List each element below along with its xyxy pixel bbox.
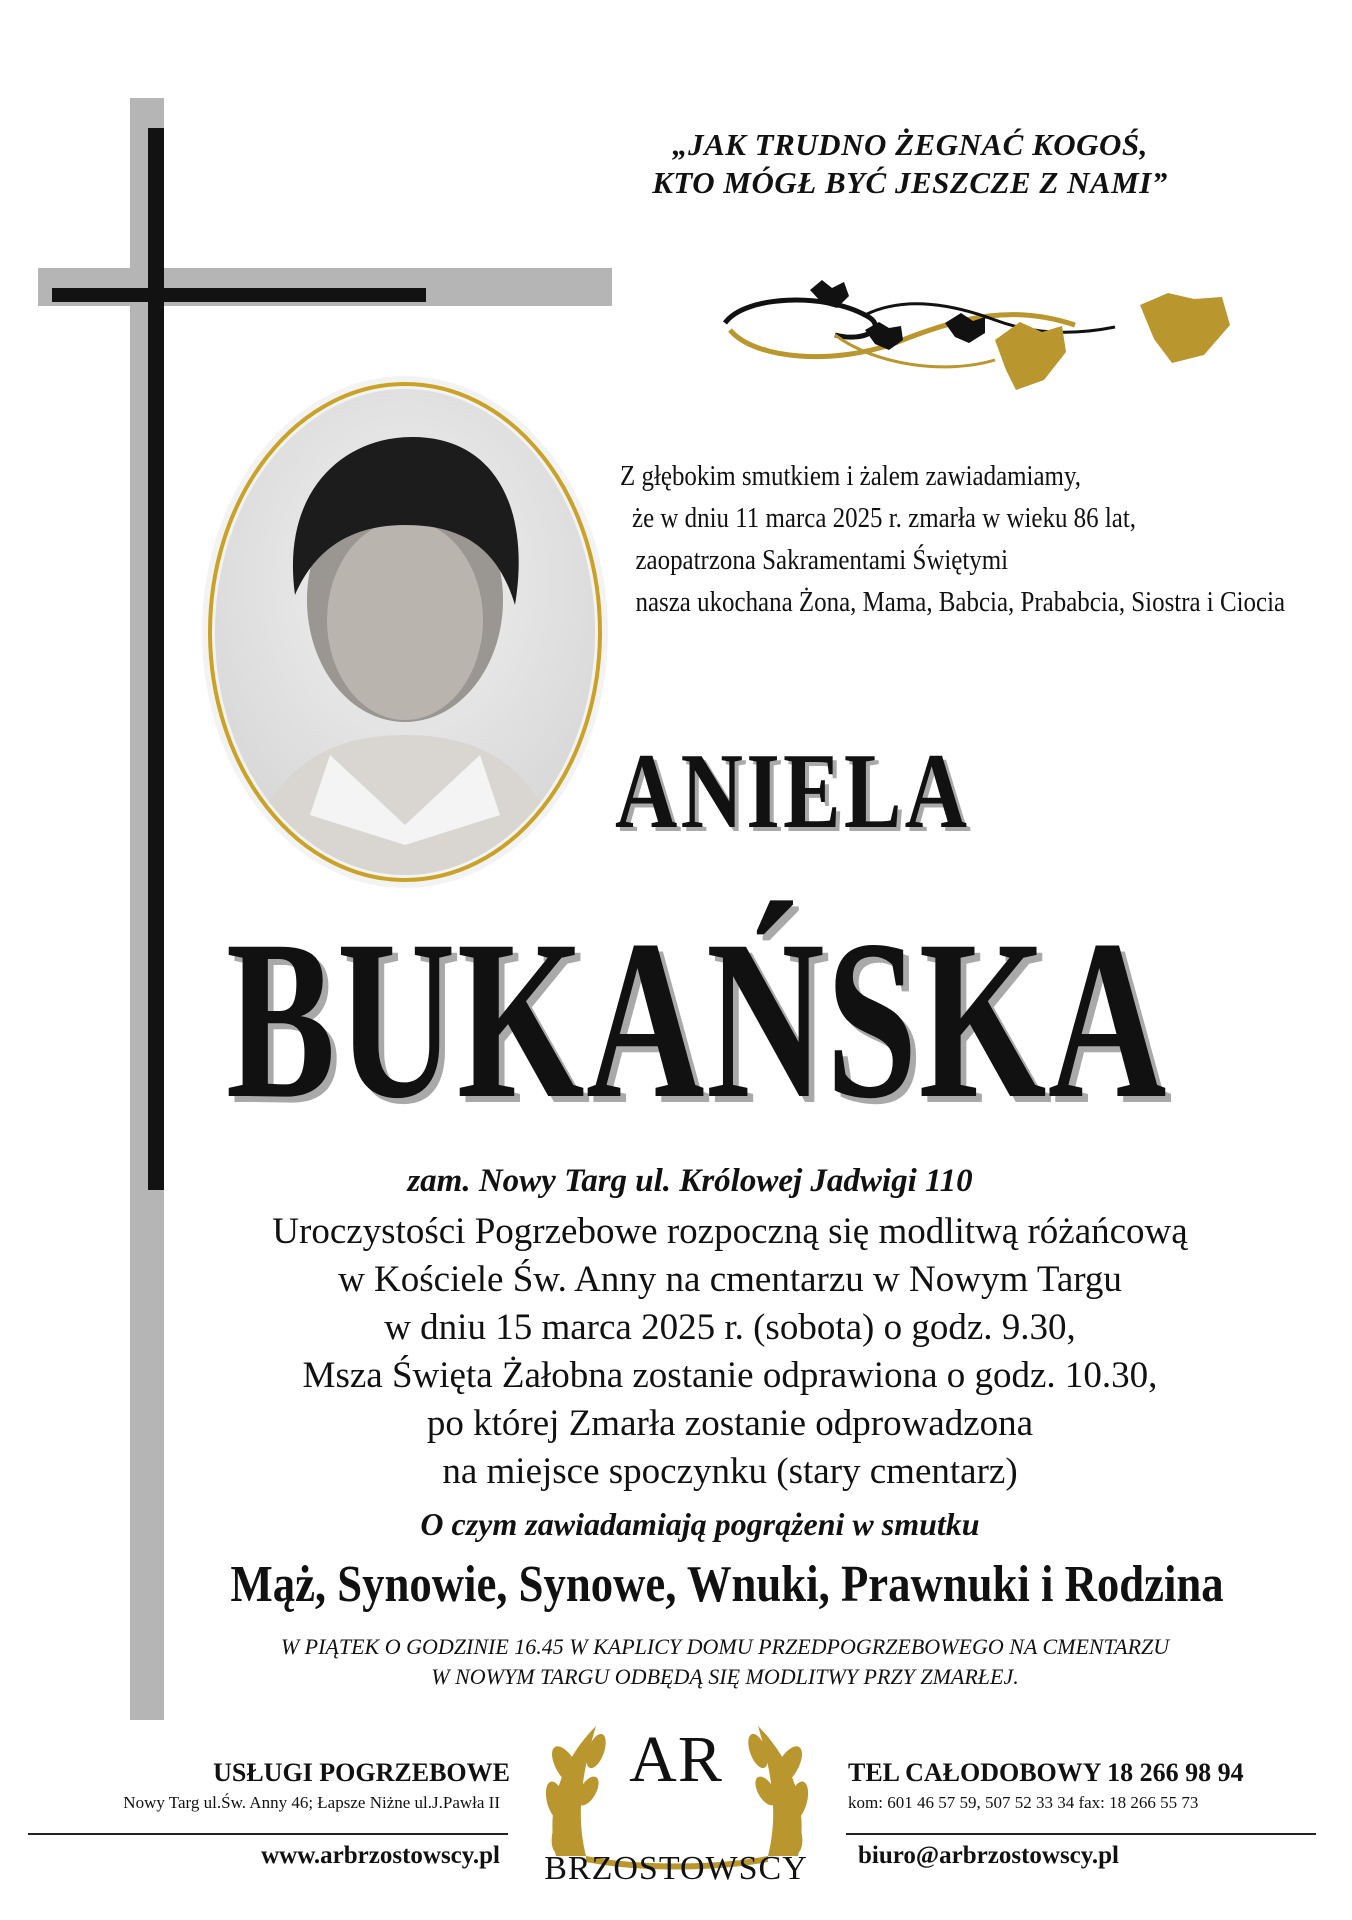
ceremony-line: w dniu 15 marca 2025 r. (sobota) o godz. 9.30, bbox=[384, 1307, 1076, 1348]
residence-address: zam. Nowy Targ ul. Królowej Jadwigi 110 bbox=[407, 1163, 973, 1199]
ceremony-line: po której Zmarła zostanie odprowadzona bbox=[426, 1403, 1034, 1444]
footer-divider-left bbox=[28, 1833, 508, 1835]
ceremony-line: Msza Święta Żałobna zostanie odprawiona o godz. 10.30, bbox=[302, 1355, 1158, 1396]
prayer-line: W PIĄTEK O GODZINIE 16.45 W KAPLICY DOMU PRZEDPOGRZEBOWEGO NA CMENTARZU bbox=[280, 1634, 1170, 1659]
family-mourners: Mąż, Synowie, Synowe, Wnuki, Prawnuki i Rodzina bbox=[230, 1556, 1224, 1613]
prayer-line: W NOWYM TARGU ODBĘDĄ SIĘ MODLITWY PRZY ZMARŁEJ. bbox=[431, 1664, 1019, 1689]
cross-horizontal-bar bbox=[52, 288, 426, 302]
intro-line: zaopatrzona Sakramentami Świętymi bbox=[635, 544, 1009, 576]
ceremony-details bbox=[180, 1208, 1280, 1496]
prayer-notice bbox=[150, 1632, 1300, 1692]
quote-line-2: KTO MÓGŁ BYĆ JESZCZE Z NAMI” bbox=[652, 165, 1168, 200]
intro-line: że w dniu 11 marca 2025 r. zmarła w wieku 86 lat, bbox=[632, 502, 1136, 534]
logo-company-name: BRZOSTOWSCY bbox=[544, 1850, 808, 1887]
leaf-ornament-icon bbox=[715, 265, 1255, 405]
quote-line-1: „JAK TRUDNO ŻEGNAĆ KOGOŚ, bbox=[672, 127, 1148, 162]
ceremony-line: w Kościele Św. Anny na cmentarzu w Nowym Targu bbox=[338, 1259, 1122, 1300]
first-name: ANIELA bbox=[615, 732, 971, 851]
email-link[interactable]: biuro@arbrzostowscy.pl bbox=[858, 1842, 1119, 1869]
portrait-photo bbox=[200, 375, 610, 890]
phone-numbers: kom: 601 46 57 59, 507 52 33 34 fax: 18 266 55 73 bbox=[848, 1793, 1199, 1812]
phone-title: TEL CAŁODOBOWY 18 266 98 94 bbox=[848, 1758, 1244, 1787]
notify-line: O czym zawiadamiają pogrążeni w smutku bbox=[420, 1506, 980, 1542]
website-link[interactable]: www.arbrzostowscy.pl bbox=[261, 1842, 500, 1869]
quote bbox=[560, 126, 1260, 202]
intro-line: Z głębokim smutkiem i żalem zawiadamiamy, bbox=[620, 460, 1082, 492]
intro-line: nasza ukochana Żona, Mama, Babcia, Prababcia, Siostra i Ciocia bbox=[635, 586, 1286, 618]
footer-divider-right bbox=[846, 1833, 1316, 1835]
surname: BUKAŃSKA bbox=[226, 894, 1168, 1146]
funeral-services-address: Nowy Targ ul.Św. Anny 46; Łapsze Niżne ul.J.Pawła II bbox=[123, 1793, 500, 1812]
announcement-intro bbox=[620, 455, 1286, 623]
funeral-services-title: USŁUGI POGRZEBOWE bbox=[213, 1758, 510, 1787]
ceremony-line: na miejsce spoczynku (stary cmentarz) bbox=[442, 1451, 1018, 1492]
logo-letters: AR bbox=[629, 1723, 723, 1796]
ceremony-line: Uroczystości Pogrzebowe rozpoczną się modlitwą różańcową bbox=[272, 1211, 1188, 1252]
